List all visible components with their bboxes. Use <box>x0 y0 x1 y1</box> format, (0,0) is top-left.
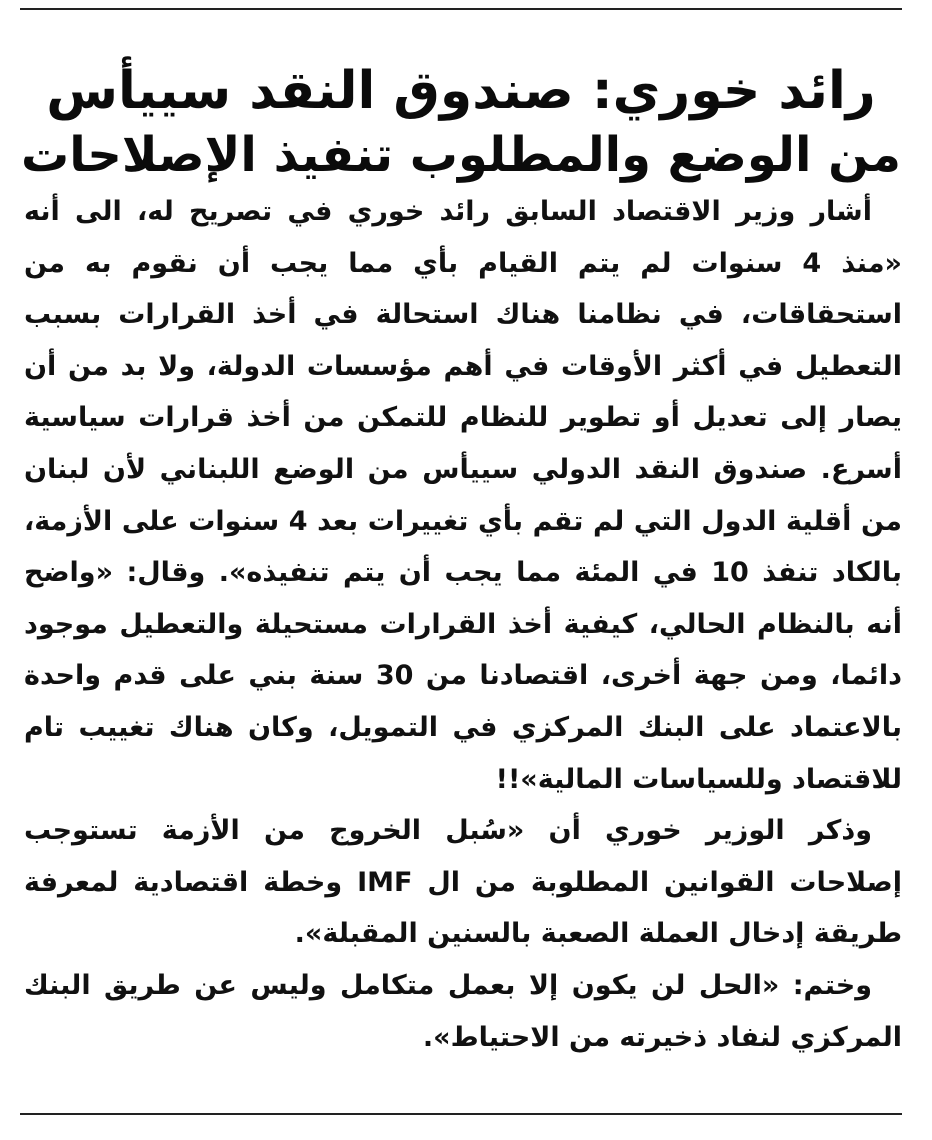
article-paragraph-2: وذكر الوزير خوري أن «سُبل الخروج من الأزمة تستوجب إصلاحات القوانين المطلوبة من ال IMF وخطة اقتصادية لمعرفة طريقة إدخال العملة الصعبة بالسنين المقبلة». <box>24 815 902 950</box>
article-body <box>24 186 902 1063</box>
article-headline <box>20 59 902 187</box>
article-paragraph-1: أشار وزير الاقتصاد السابق رائد خوري في تصريح له، الى أنه «منذ 4 سنوات لم يتم القيام بأي مما يجب أن نقوم به من استحقاقات، في نظامنا هناك استحالة في أخذ القرارات بسبب التعطيل في أكثر الأوقات في أهم مؤسسات الدولة، ولا بد من أن يصار إلى تعديل أو تطوير للنظام للتمكن من أخذ قرارات سياسية أسرع. صندوق النقد الدولي سييأس من الوضع اللبناني لأن لبنان من أقلية الدول التي لم تقم بأي تغييرات بعد 4 سنوات على الأزمة، بالكاد تنفذ 10 في المئة مما يجب أن يتم تنفيذه». وقال: «واضح أنه بالنظام الحالي، كيفية أخذ القرارات مستحيلة والتعطيل موجود دائما، ومن جهة أخرى، اقتصادنا من 30 سنة بني على قدم واحدة بالاعتماد على البنك المركزي في التمويل، وكان هناك تغييب تام للاقتصاد وللسياسات المالية»!! <box>24 196 902 795</box>
headline-line-2: من الوضع والمطلوب تنفيذ الإصلاحات <box>20 126 902 183</box>
article-paragraph-3: وختم: «الحل لن يكون إلا بعمل متكامل وليس عن طريق البنك المركزي لنفاد ذخيرته من الاحتياط». <box>24 969 902 1053</box>
headline-line-1: رائد خوري: صندوق النقد سييأس <box>46 60 876 121</box>
bottom-divider <box>20 1113 902 1115</box>
top-divider <box>20 8 902 10</box>
